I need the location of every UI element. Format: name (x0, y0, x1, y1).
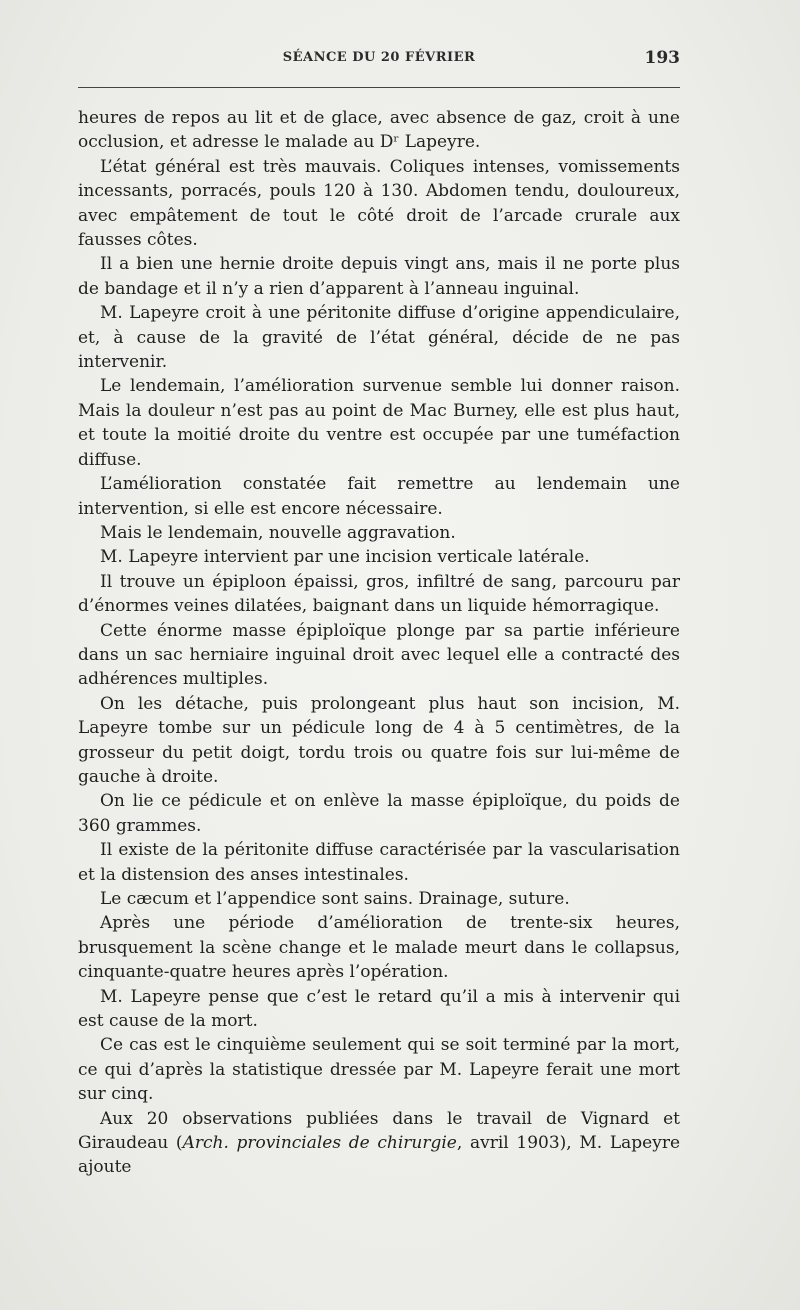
paragraph: M. Lapeyre croit à une péritonite diffuse d’origine appendiculaire, et, à cause de la gravité de l’état général, décide de ne pas intervenir. (78, 303, 680, 373)
paragraph: Il trouve un épiploon épaissi, gros, infiltré de sang, parcouru par d’énormes veines dilatées, baignant dans un liquide hémorragique. (78, 571, 680, 617)
paragraph: Ce cas est le cinquième seulement qui se soit terminé par la mort, ce qui d’après la statistique dressée par M. Lapeyre ferait une mort sur cinq. (78, 1035, 680, 1105)
paragraph: L’amélioration constatée fait remettre au lendemain une intervention, si elle est encore nécessaire. (78, 474, 680, 519)
running-title: SÉANCE DU 20 FÉVRIER (282, 50, 476, 65)
paragraph-final (78, 1107, 680, 1180)
journal-citation: Arch. provinciales de chirurgie (182, 1133, 457, 1154)
final-text-after: , avril 1903), M. Lapeyre ajoute (78, 1133, 681, 1178)
page-number: 193 (644, 48, 680, 68)
body-text (78, 106, 680, 1180)
header-rule (78, 87, 680, 88)
paragraph: Il existe de la péritonite diffuse caractérisée par la vascularisation et la distension des anses intestinales. (78, 840, 680, 885)
paragraph: Le cæcum et l’appendice sont sains. Drainage, suture. (100, 889, 570, 909)
paragraph: Il a bien une hernie droite depuis vingt ans, mais il ne porte plus de bandage et il n’y a rien d’apparent à l’anneau inguinal. (78, 254, 680, 299)
final-text-before: Aux 20 observations publiées dans le travail de Vignard et Giraudeau ( (78, 1108, 680, 1154)
paragraph: L’état général est très mauvais. Coliques intenses, vomissements incessants, porracés, pouls 120 à 130. Abdomen tendu, douloureux, avec empâtement de tout le côté droit de l’arcade crurale aux fausses côtes. (78, 156, 680, 251)
paragraph: M. Lapeyre intervient par une incision verticale latérale. (100, 547, 590, 568)
paragraph: On lie ce pédicule et on enlève la masse épiploïque, du poids de 360 grammes. (78, 791, 680, 836)
paragraph: Mais le lendemain, nouvelle aggravation. (100, 522, 456, 543)
paragraph: M. Lapeyre pense que c’est le retard qu’il a mis à intervenir qui est cause de la mort. (78, 986, 680, 1032)
paragraph: Cette énorme masse épiploïque plonge par sa partie inférieure dans un sac herniaire inguinal droit avec lequel elle a contracté des adhérences multiples. (78, 620, 680, 690)
paragraph: Le lendemain, l’amélioration survenue semble lui donner raison. Mais la douleur n’est pas au point de Mac Burney, elle est plus haut, et toute la moitié droite du ventre est occupée par une tuméfaction diffuse. (78, 376, 680, 470)
running-head (78, 50, 680, 72)
paragraph: Après une période d’amélioration de trente-six heures, brusquement la scène change et le malade meurt dans le collapsus, cinquante-quatre heures après l’opération. (78, 913, 680, 983)
paragraph-continued: heures de repos au lit et de glace, avec absence de gaz, croit à une occlusion, et adresse le malade au Dʳ Lapeyre. (78, 108, 680, 153)
paragraph: On les détache, puis prolongeant plus haut son incision, M. Lapeyre tombe sur un pédicule long de 4 à 5 centimètres, de la grosseur du petit doigt, tordu trois ou quatre fois sur lui-même de gauche à droite. (78, 693, 680, 787)
